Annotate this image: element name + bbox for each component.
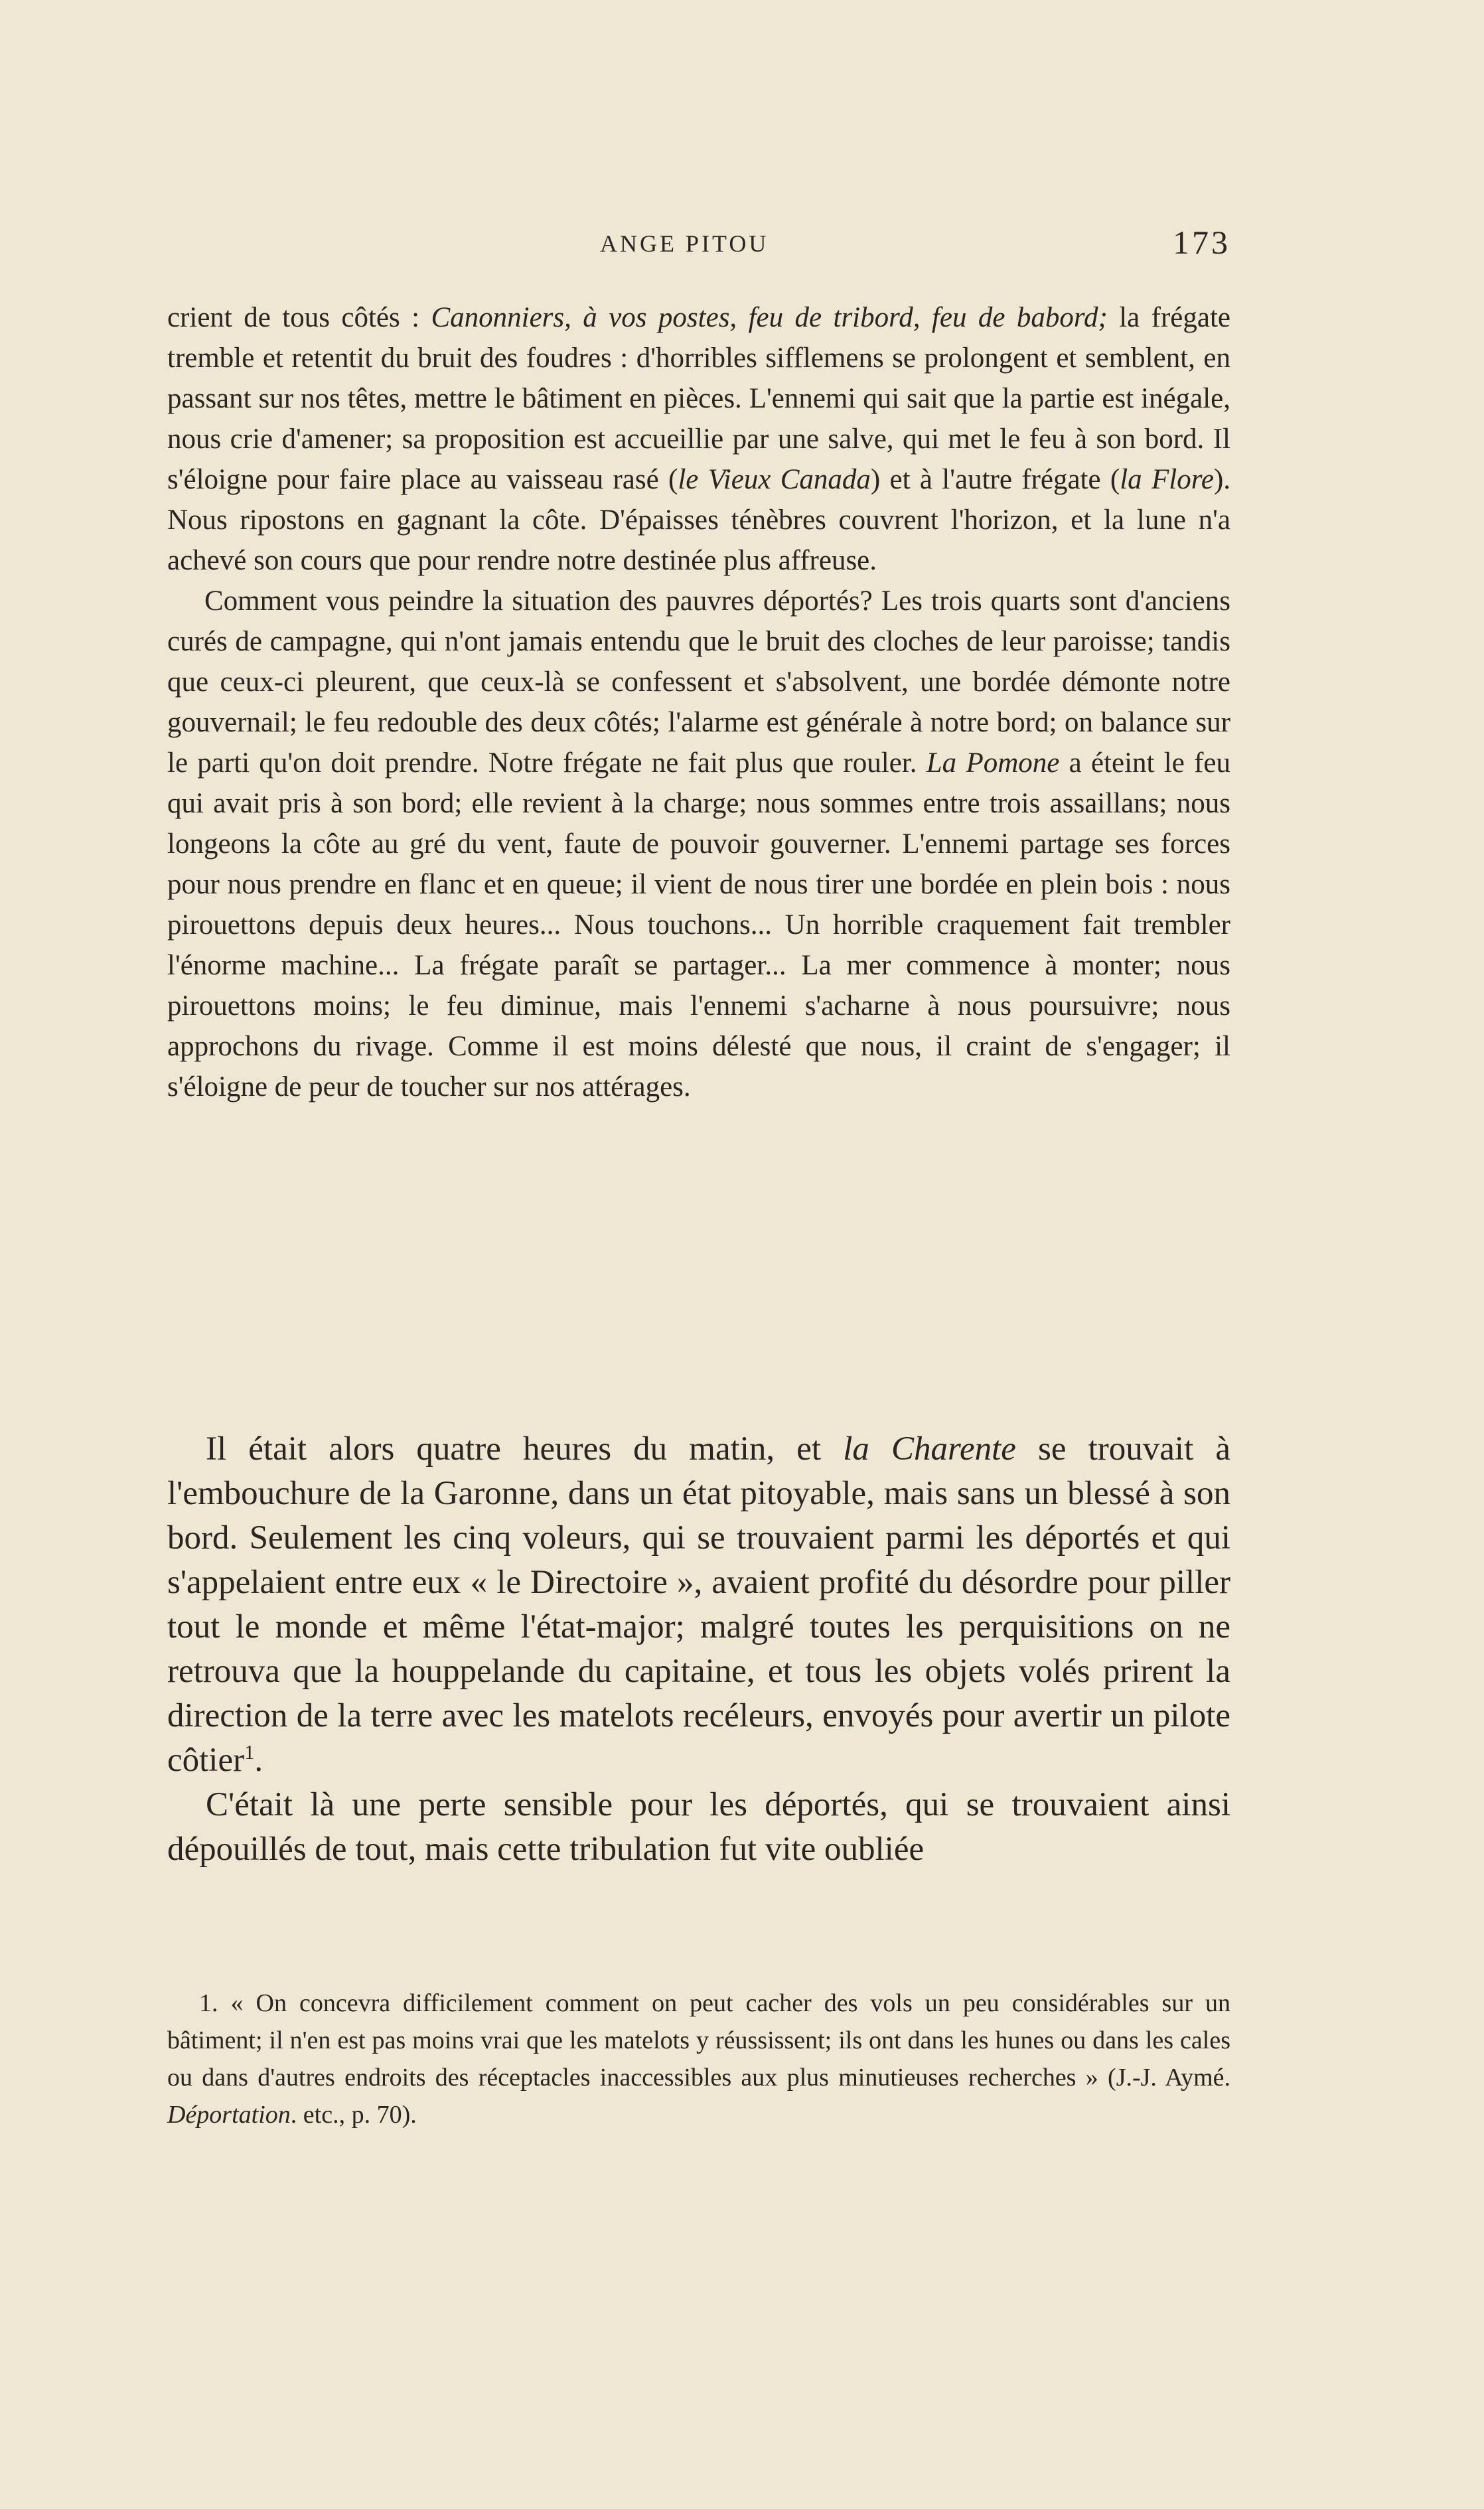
ship-name: La Pomone [926,747,1060,779]
footnote-paragraph: 1. « On concevra difficilement comment on peut cacher des vols un peu considérables sur un bâtiment; il n'en est pas moins vrai que les matelots y réussissent; ils ont dans les hunes ou dans les cales ou dans d'autres endroits des réceptacles inaccessibles aux plus minutieuses recherches » (J.-J. Aymé. Déportation. etc., p. 70). [167,1989,1230,2129]
page-number: 173 [1173,224,1230,261]
ship-name: la Flore [1120,464,1214,495]
quote-paragraph: Comment vous peindre la situation des pauvres déportés? Les trois quarts sont d'anciens curés de campagne, qui n'ont jamais entendu que le bruit des cloches de leur paroisse; tandis que ceux-ci pleurent, que ceux-là se confessent et s'absolvent, une bordée démonte notre gouvernail; le feu redouble des deux côtés; l'alarme est générale à notre bord; on balance sur le parti qu'on doit prendre. Notre frégate ne fait plus que rouler. La Pomone a éteint le feu qui avait pris à son bord; elle revient à la charge; nous sommes entre trois assaillans; nous longeons la côte au gré du vent, faute de pouvoir gouverner. L'ennemi partage ses forces pour nous prendre en flanc et en queue; il vient de nous tirer une bordée en plein bois : nous pirouettons depuis deux heures... Nous touchons... Un horrible craquement fait trembler l'énorme machine... La frégate paraît se partager... La mer commence à monter; nous pirouettons moins; le feu diminue, mais l'ennemi s'acharne à nous poursuivre; nous approchons du rivage. Comme il est moins délesté que nous, il craint de s'engager; il s'éloigne de peur de toucher sur nos attérages. [167,585,1230,1102]
footnote-marker: 1 [244,1741,255,1764]
book-title: Déportation [167,2101,291,2129]
main-text [167,1427,1230,1872]
ship-name: la Charente [843,1430,1016,1468]
quote-paragraph: crient de tous côtés : Canonniers, à vos postes, feu de tribord, feu de babord; la frégate tremble et retentit du bruit des foudres : d'horribles sifflemens se prolongent et semblent, en passant sur nos têtes, mettre le bâtiment en pièces. L'ennemi qui sait que la partie est inégale, nous crie d'amener; sa proposition est accueillie par une salve, qui met le feu à son bord. Il s'éloigne pour faire place au vaisseau rasé (le Vieux Canada) et à l'autre frégate (la Flore). Nous ripostons en gagnant la côte. D'épaisses ténèbres couvrent l'horizon, et la lune n'a achevé son cours que pour rendre notre destinée plus affreuse. [167,302,1231,576]
footnote [167,1985,1230,2133]
page-header [167,223,1230,263]
italic-command: Canonniers, à vos postes, feu de tribord, feu de babord; [431,302,1108,333]
body-paragraph: C'était là une perte sensible pour les déportés, qui se trouvaient ainsi dépouillés de tout, mais cette tribulation fut vite oubliée [167,1786,1230,1868]
body-paragraph: Il était alors quatre heures du matin, et la Charente se trouvait à l'embouchure de la Garonne, dans un état pitoyable, mais sans un blessé à son bord. Seulement les cinq voleurs, qui se trouvaient parmi les déportés et qui s'appelaient entre eux « le Directoire », avaient profité du désordre pour piller tout le monde et même l'état-major; malgré toutes les perquisitions on ne retrouva que la houppelande du capitaine, et tous les objets volés prirent la direction de la terre avec les matelots recéleurs, envoyés pour avertir un pilote côtier$^1$. [167,1430,1230,1779]
running-head: ANGE PITOU [600,230,769,257]
ship-name: le Vieux Canada [678,464,871,495]
quoted-passage [167,297,1230,1107]
